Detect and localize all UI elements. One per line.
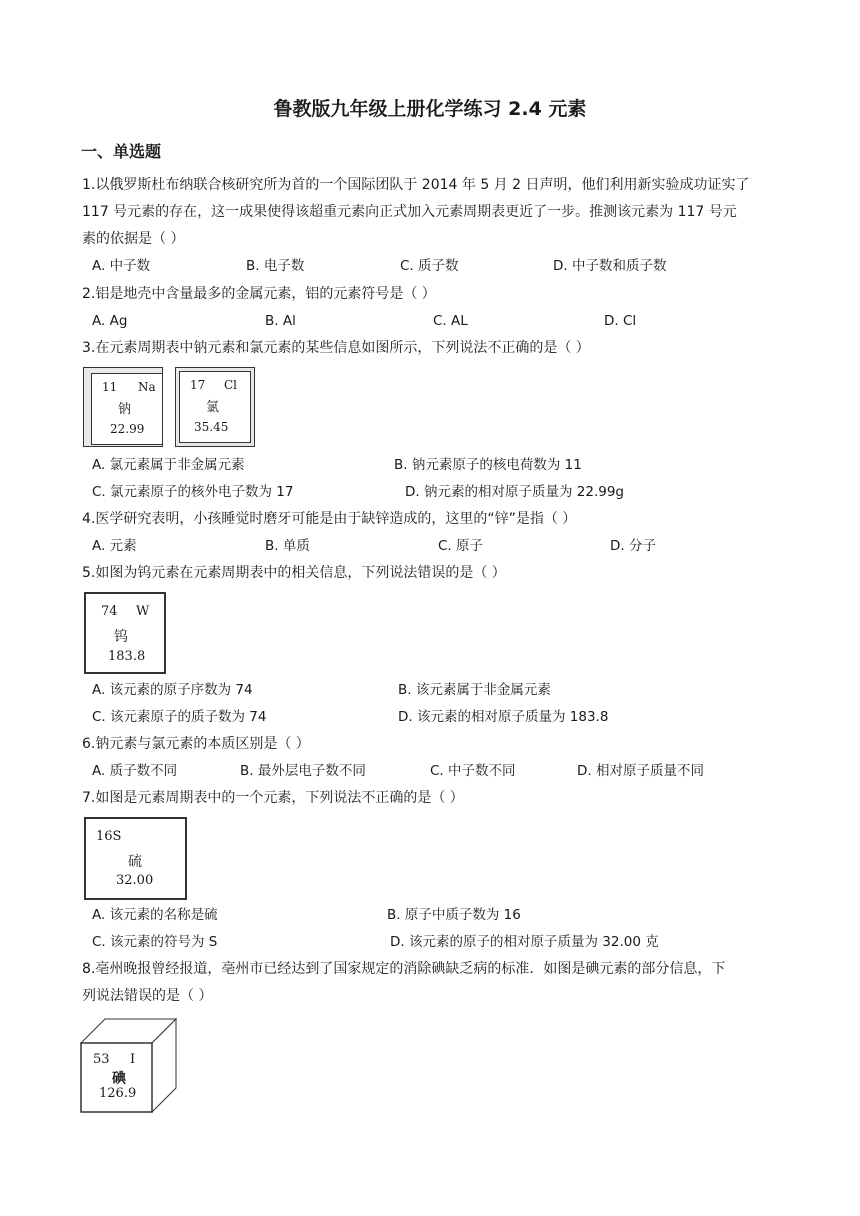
tungsten-number: 74: [101, 604, 118, 619]
q7-option-a: A. 该元素的名称是硫: [92, 907, 218, 923]
q1-option-b: B. 电子数: [246, 258, 305, 274]
question-1-line-2: 117 号元素的存在，这一成果使得该超重元素向正式加入元素周期表更近了一步。推测该元素为 117 号元: [82, 204, 737, 220]
question-1-line-1: 1.以俄罗斯杜布纳联合核研究所为首的一个国际团队于 2014 年 5 月 2 日声明，他们利用新实验成功证实了: [82, 177, 750, 193]
sodium-number: 11: [102, 380, 118, 394]
q7-option-c: C. 该元素的符号为 S: [92, 934, 218, 950]
q6-option-b: B. 最外层电子数不同: [240, 763, 366, 779]
iodine-number: 53: [93, 1052, 110, 1067]
q2-option-c: C. AL: [433, 313, 468, 329]
question-4: 4.医学研究表明，小孩睡觉时磨牙可能是由于缺锌造成的，这里的“锌”是指（ ）: [82, 511, 577, 527]
q4-option-d: D. 分子: [610, 538, 656, 554]
sodium-symbol: Na: [138, 380, 156, 394]
tungsten-mass: 183.8: [108, 649, 146, 664]
sulfur-mass: 32.00: [116, 873, 154, 888]
question-1-line-3: 素的依据是（ ）: [82, 231, 185, 247]
section-heading: 一、单选题: [81, 142, 162, 161]
q5-option-a: A. 该元素的原子序数为 74: [92, 682, 253, 698]
question-3: 3.在元素周期表中钠元素和氯元素的某些信息如图所示，下列说法不正确的是（ ）: [82, 340, 590, 356]
tungsten-symbol: W: [136, 604, 150, 619]
tungsten-name: 钨: [114, 629, 128, 645]
sodium-mass: 22.99: [110, 422, 145, 436]
tungsten-element-card: [84, 592, 166, 674]
iodine-element-card: [80, 1018, 178, 1114]
iodine-symbol: I: [130, 1052, 136, 1067]
sodium-name: 钠: [118, 402, 132, 417]
q5-option-d: D. 该元素的相对原子质量为 183.8: [398, 709, 609, 725]
question-6: 6.钠元素与氯元素的本质区别是（ ）: [82, 736, 310, 752]
q7-option-d: D. 该元素的原子的相对原子质量为 32.00 克: [390, 934, 659, 950]
q5-option-c: C. 该元素原子的质子数为 74: [92, 709, 267, 725]
chlorine-mass: 35.45: [194, 420, 229, 434]
q1-option-a: A. 中子数: [92, 258, 151, 274]
page-title: 鲁教版九年级上册化学练习 2.4 元素: [273, 98, 587, 120]
question-7: 7.如图是元素周期表中的一个元素，下列说法不正确的是（ ）: [82, 790, 464, 806]
q1-option-c: C. 质子数: [400, 258, 459, 274]
chlorine-number: 17: [190, 378, 206, 392]
question-8-line-2: 列说法错误的是（ ）: [82, 988, 213, 1004]
question-5: 5.如图为钨元素在元素周期表中的相关信息，下列说法错误的是（ ）: [82, 565, 506, 581]
q2-option-b: B. Al: [265, 313, 296, 329]
sulfur-name: 硫: [128, 854, 142, 870]
q2-option-d: D. Cl: [604, 313, 637, 329]
q3-option-b: B. 钠元素原子的核电荷数为 11: [394, 457, 582, 473]
q3-option-c: C. 氯元素原子的核外电子数为 17: [92, 484, 294, 500]
q4-option-c: C. 原子: [438, 538, 484, 554]
q7-option-b: B. 原子中质子数为 16: [387, 907, 521, 923]
sodium-element-card: [83, 367, 163, 447]
chlorine-name: 氯: [206, 400, 220, 415]
iodine-mass: 126.9: [99, 1086, 137, 1101]
chlorine-element-card: [175, 367, 255, 447]
question-2: 2.铝是地壳中含量最多的金属元素，铝的元素符号是（ ）: [82, 286, 436, 302]
sulfur-number-symbol: 16S: [96, 829, 122, 844]
iodine-name: 碘: [112, 1071, 126, 1087]
q6-option-d: D. 相对原子质量不同: [577, 763, 704, 779]
q4-option-a: A. 元素: [92, 538, 137, 554]
q4-option-b: B. 单质: [265, 538, 310, 554]
sulfur-element-card: [84, 817, 187, 900]
chlorine-symbol: Cl: [224, 378, 238, 392]
q5-option-b: B. 该元素属于非金属元素: [398, 682, 551, 698]
q3-option-a: A. 氯元素属于非金属元素: [92, 457, 245, 473]
question-8-line-1: 8.亳州晚报曾经报道，亳州市已经达到了国家规定的消除碘缺乏病的标准．如图是碘元素的部分信息，下: [82, 961, 726, 977]
q3-option-d: D. 钠元素的相对原子质量为 22.99g: [405, 484, 624, 500]
q6-option-a: A. 质子数不同: [92, 763, 178, 779]
q6-option-c: C. 中子数不同: [430, 763, 516, 779]
q1-option-d: D. 中子数和质子数: [553, 258, 667, 274]
q2-option-a: A. Ag: [92, 313, 128, 329]
